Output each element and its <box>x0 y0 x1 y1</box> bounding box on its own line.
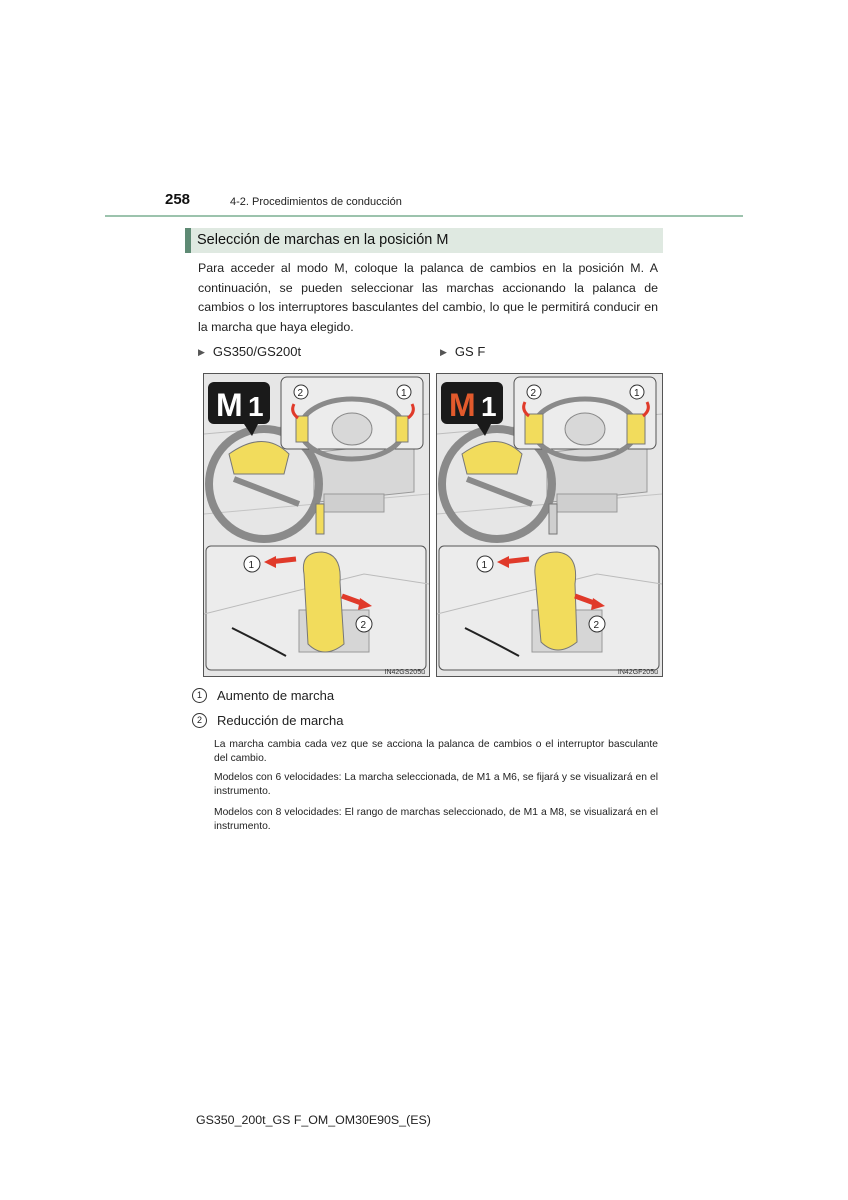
shift-illustration <box>204 374 429 676</box>
display-letter: M <box>449 387 476 423</box>
legend-number: 2 <box>192 713 207 728</box>
page-number: 258 <box>165 191 191 208</box>
callout-1: 1 <box>481 560 488 571</box>
shift-illustration <box>437 374 662 676</box>
legend-item-upshift <box>192 688 334 703</box>
paddle-inset <box>281 377 423 459</box>
section-title-accent <box>185 228 191 253</box>
legend-item-downshift <box>192 713 343 728</box>
header-rule <box>105 215 743 217</box>
model-label-gsf <box>440 344 485 359</box>
model-label-gs350 <box>198 344 301 359</box>
legend-label: Aumento de marcha <box>217 688 335 703</box>
display-number: 1 <box>248 391 264 422</box>
display-letter: M <box>216 387 243 423</box>
figure-code: IN42GF205u <box>617 669 658 676</box>
callout-2: 2 <box>530 388 537 399</box>
figure-code: IN42GS205u <box>384 669 425 676</box>
figure-gsf <box>436 373 663 677</box>
shifter-inset <box>204 546 429 670</box>
footer-doc-code: GS350_200t_GS F_OM_OM30E90S_(ES) <box>196 1113 431 1127</box>
paddle-inset <box>514 377 656 459</box>
callout-2: 2 <box>593 620 600 631</box>
callout-1: 1 <box>401 388 407 399</box>
section-header: 4-2. Procedimientos de conducción <box>230 196 402 208</box>
bullet-triangle-icon: ▶ <box>440 347 447 357</box>
callout-1: 1 <box>634 388 640 399</box>
legend-label: Reducción de marcha <box>217 713 344 728</box>
note-1: La marcha cambia cada vez que se acciona la palanca de cambios o el interruptor basculante del cambio. <box>214 739 658 764</box>
bullet-triangle-icon: ▶ <box>198 347 205 357</box>
callout-2: 2 <box>297 388 304 399</box>
figure-gs350 <box>203 373 430 677</box>
note-2: Modelos con 6 velocidades: La marcha seleccionada, de M1 a M6, se fijará y se visualizará en el instrumento. <box>214 772 658 797</box>
model-name: GS F <box>454 344 486 359</box>
section-title: Selección de marchas en la posición M <box>197 232 449 248</box>
model-name: GS350/GS200t <box>212 344 302 359</box>
intro-paragraph: Para acceder al modo M, coloque la palanca de cambios en la posición M. A continuación, se pueden seleccionar las marchas accionando la palanca de cambios o los interruptores basculantes del cambio, lo que le permitirá conducir en la marcha que haya elegido. <box>198 261 658 334</box>
shifter-inset <box>437 546 662 670</box>
callout-2: 2 <box>360 620 367 631</box>
callout-1: 1 <box>248 560 255 571</box>
legend-number: 1 <box>192 688 207 703</box>
display-number: 1 <box>481 391 497 422</box>
note-3: Modelos con 8 velocidades: El rango de marchas seleccionado, de M1 a M8, se visualizará en el instrumento. <box>214 807 658 832</box>
